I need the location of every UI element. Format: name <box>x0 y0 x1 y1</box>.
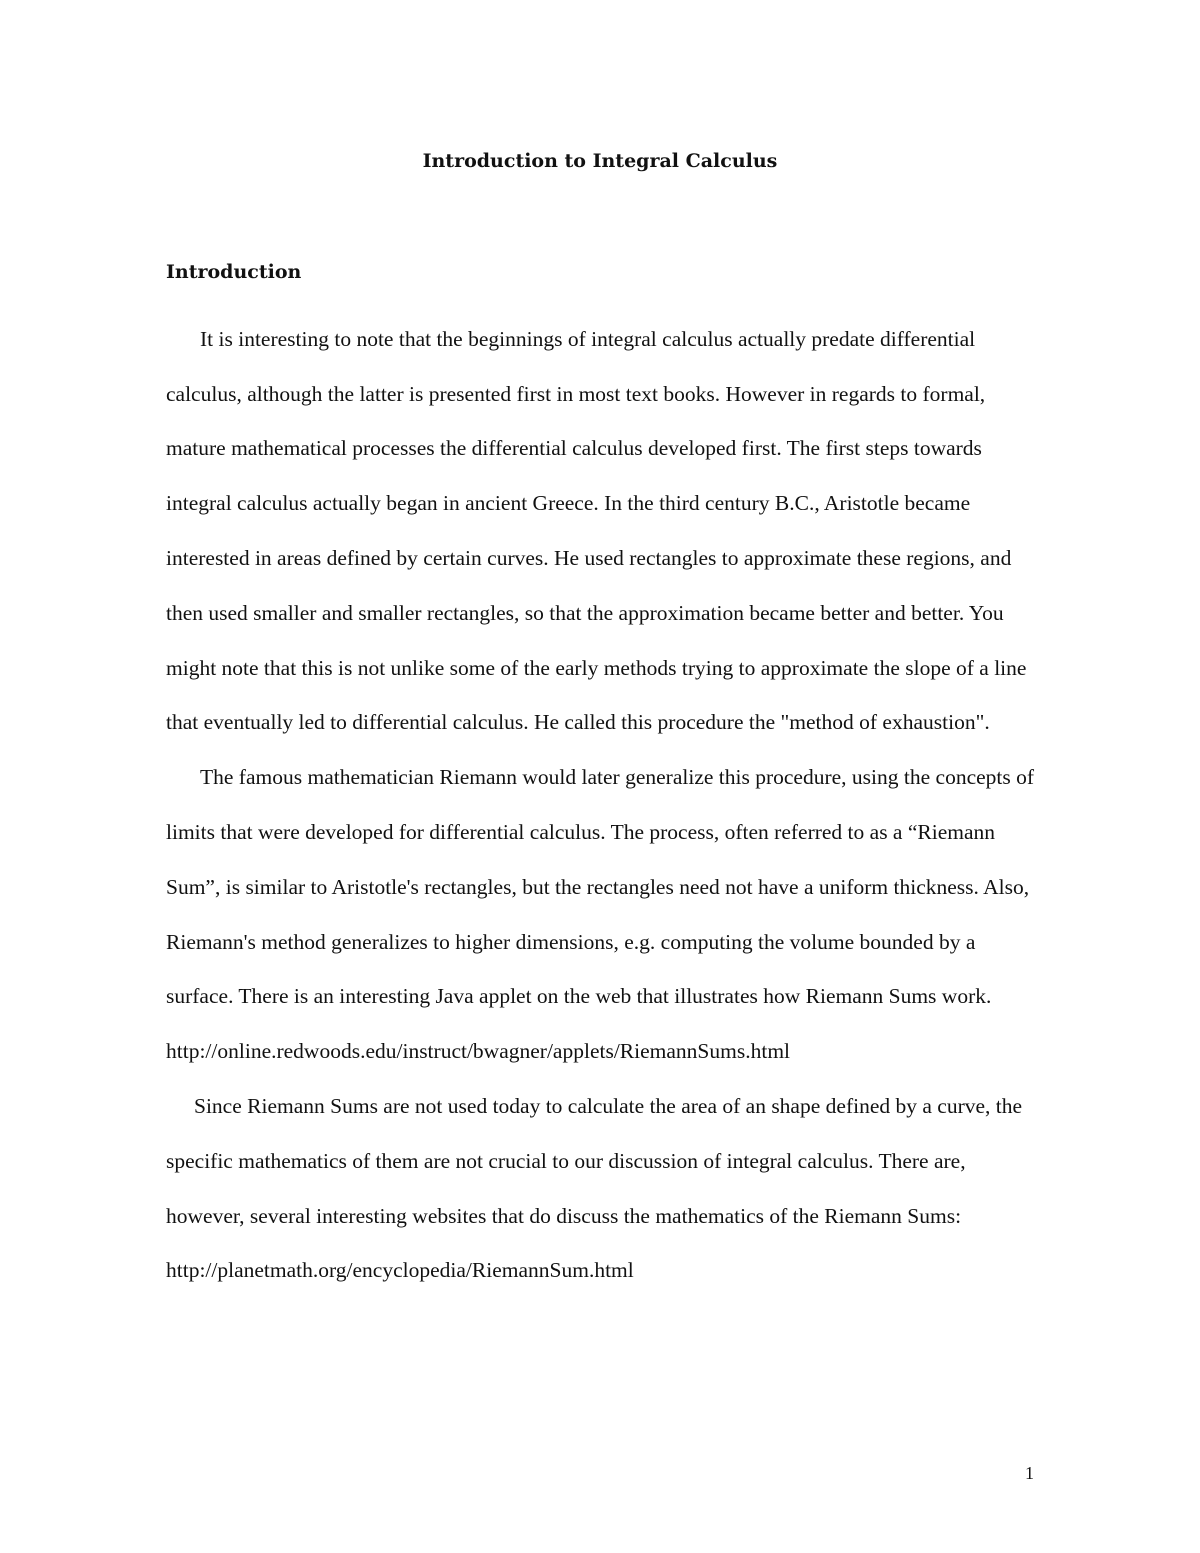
document-body <box>166 257 1046 1298</box>
paragraph-riemann-sums-websites: Since Riemann Sums are not used today to calculate the area of an shape defined by a curve, the specific mathematics of them are not crucial to our discussion of integral calculus. There are, however, several interesting websites that do discuss the mathematics of the Riemann Sums: <box>166 1093 1023 1228</box>
paragraph-aristotle: It is interesting to note that the beginnings of integral calculus actually predate differential calculus, although the latter is presented first in most text books. However in regards to formal, mature mathematical processes the differential calculus developed first. The first steps towards integral calculus actually began in ancient Greece. In the third century B.C., Aristotle became interested in areas defined by certain curves. He used rectangles to approximate these regions, and then used smaller and smaller rectangles, so that the approximation became better and better. You might note that this is not unlike some of the early methods trying to approximate the slope of a line that eventually led to differential calculus. He called this procedure the "method of exhaustion". <box>166 326 1027 735</box>
section-heading: Introduction <box>166 261 302 283</box>
paragraph-riemann: The famous mathematician Riemann would later generalize this procedure, using the concepts of limits that were developed for differential calculus. The process, often referred to as a “Riemann Sum”, is similar to Aristotle's rectangles, but the rectangles need not have a uniform thickness. Also, Riemann's method generalizes to higher dimensions, e.g. computing the volume bounded by a surface. There is an interesting Java applet on the web that illustrates how Riemann Sums work. <box>166 765 1035 1009</box>
link-planetmath-riemann-sum[interactable]: http://planetmath.org/encyclopedia/RiemannSum.html <box>166 1258 634 1283</box>
document-title: Introduction to Integral Calculus <box>422 150 778 172</box>
link-riemann-sums-applet[interactable]: http://online.redwoods.edu/instruct/bwagner/applets/RiemannSums.html <box>166 1039 791 1064</box>
page-number: 1 <box>1025 1463 1034 1483</box>
